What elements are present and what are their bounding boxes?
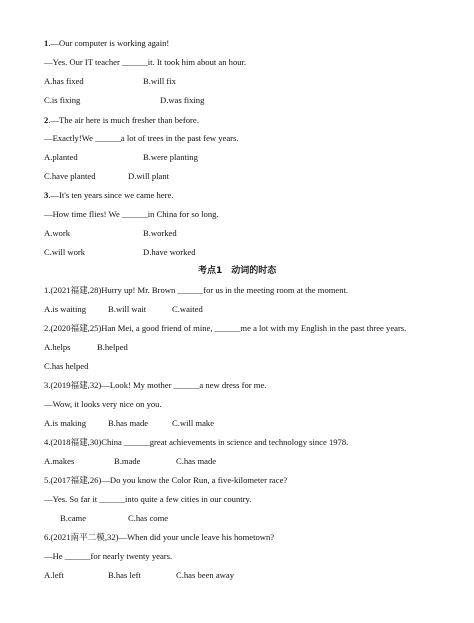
option: C.is fixing [44,95,81,105]
section-heading: 考点1 动词的时态 [198,266,277,276]
question-reply: —Wow, it looks very nice on you. [44,399,162,409]
option: A.planted [44,152,78,162]
warmup-question-1 [44,38,169,49]
option: C.has come [128,513,169,523]
warmup-question-3 [44,190,173,201]
question-stem: 5.(2017福建,26)—Do you know the Color Run, a five-kilometer race? [44,475,288,485]
option: C.have planted [44,171,96,181]
option: B.helped [97,342,128,352]
question-stem: 6.(2021南平二模,32)—When did your uncle leave his hometown? [44,532,275,542]
option: B.were planting [143,152,198,162]
option: D.was fixing [160,95,205,105]
option: B.has left [108,570,141,580]
option: D.have worked [143,247,196,257]
warmup-number: 2 [44,115,49,125]
warmup-stem: .—Our computer is working again! [48,38,170,48]
warmup-question-2 [44,115,199,126]
option: A.work [44,228,71,238]
warmup-number: 3 [44,190,49,200]
warmup-reply: —Exactly!We ______a lot of trees in the past few years. [44,133,239,143]
warmup-reply: —Yes. Our IT teacher ______it. It took him about an hour. [44,57,247,67]
question-stem: 3.(2019福建,32)—Look! My mother ______a new dress for me. [44,380,267,390]
option: C.will work [44,247,86,257]
option: A.has fixed [44,76,84,86]
option: A.makes [44,456,75,466]
option: D.will plant [128,171,170,181]
question-reply: —He ______for nearly twenty years. [44,551,173,561]
warmup-stem: .—It's ten years since we came here. [48,190,174,200]
option: C.waited [172,304,203,314]
question-stem: 1.(2021福建,28)Hurry up! Mr. Brown ______for us in the meeting room at the moment. [44,285,349,295]
option: A.is waiting [44,304,87,314]
option: C.has been away [176,570,234,580]
option: A.left [44,570,64,580]
option: B.will fix [143,76,176,86]
option: B.has made [108,418,149,428]
option: C.will make [172,418,215,428]
question-reply: —Yes. So far it ______into quite a few cities in our country. [44,494,252,504]
option: B.made [114,456,141,466]
option: A.is making [44,418,87,428]
warmup-reply: —How time flies! We ______in China for so long. [44,209,219,219]
question-stem: 2.(2020福建,25)Han Mei, a good friend of mine, ______me a lot with my English in the past three years. [44,323,407,333]
warmup-number: 1 [44,38,49,48]
option: B.worked [143,228,177,238]
option: B.came [60,513,87,523]
option: C.has made [176,456,217,466]
option: C.has helped [44,361,89,371]
question-stem: 4.(2018福建,30)China ______great achievements in science and technology since 1978. [44,437,349,447]
option: A.helps [44,342,71,352]
warmup-stem: .—The air here is much fresher than before. [48,115,199,125]
option: B.will wait [108,304,147,314]
